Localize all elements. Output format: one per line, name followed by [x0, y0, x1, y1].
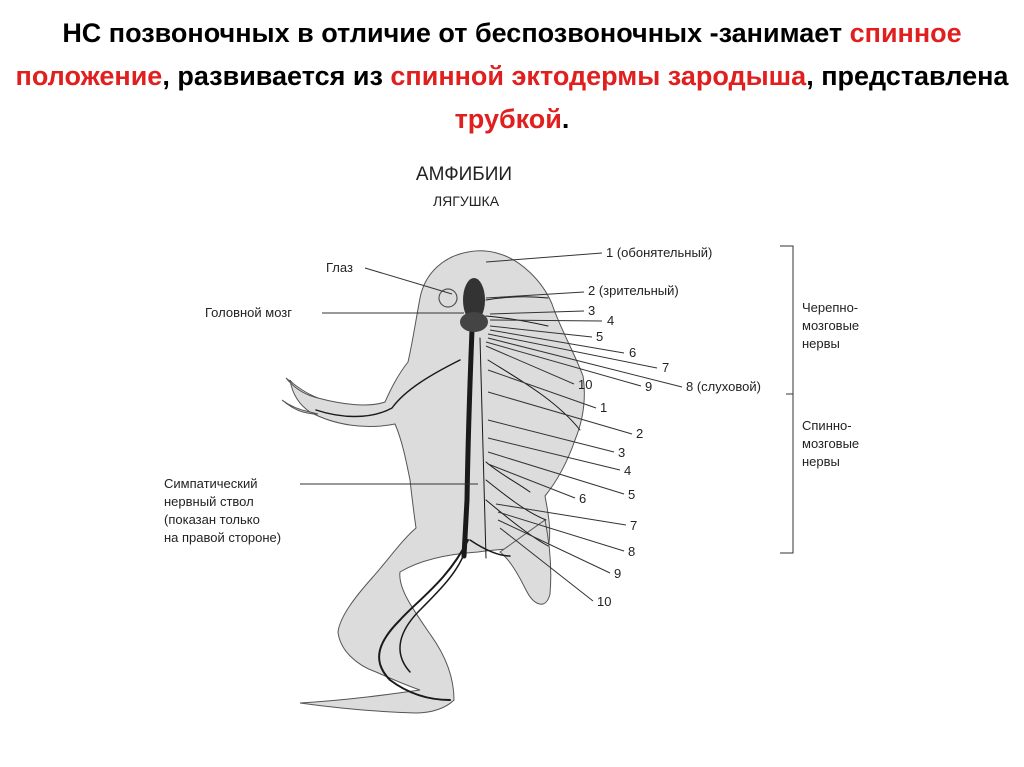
- label-brain: Головной мозг: [205, 305, 292, 320]
- label-cranial-group-1: Черепно-: [802, 300, 859, 315]
- diagram-heading: АМФИБИИ: [415, 164, 513, 185]
- label-sympathetic-1: Симпатический: [164, 476, 258, 491]
- label-spinal-9: 9: [614, 566, 622, 581]
- group-bracket: [780, 246, 793, 553]
- label-spinal-group-2: мозговые: [802, 436, 860, 451]
- label-spinal-4: 4: [624, 463, 632, 478]
- label-sympathetic-4: на правой стороне): [164, 530, 282, 545]
- title-part-2: , развивается из: [162, 61, 383, 91]
- brain-hindbrain: [460, 312, 488, 332]
- title-highlight-dorsal-position: спинное положение: [15, 18, 962, 91]
- label-sympathetic-3: (показан только: [164, 512, 260, 527]
- label-spinal-8: 8: [628, 544, 636, 559]
- label-eye: Глаз: [326, 260, 353, 275]
- label-cranial-8: 8 (слуховой): [686, 379, 761, 394]
- title-highlight-tube: трубкой: [454, 104, 562, 134]
- label-cranial-10: 10: [578, 377, 593, 392]
- diagram-subheading: ЛЯГУШКА: [432, 193, 500, 209]
- label-cranial-group-2: мозговые: [802, 318, 860, 333]
- title-part-3: , представлена: [806, 61, 1009, 91]
- label-spinal-group-1: Спинно-: [802, 418, 852, 433]
- label-spinal-7: 7: [630, 518, 638, 533]
- label-cranial-3: 3: [588, 303, 596, 318]
- label-spinal-10: 10: [597, 594, 612, 609]
- label-spinal-group-3: нервы: [802, 454, 840, 469]
- label-cranial-7: 7: [662, 360, 670, 375]
- label-spinal-1: 1: [600, 400, 608, 415]
- label-cranial-6: 6: [629, 345, 637, 360]
- label-cranial-group-3: нервы: [802, 336, 840, 351]
- title-part-4: .: [561, 104, 570, 134]
- label-spinal-2: 2: [636, 426, 644, 441]
- label-spinal-6: 6: [579, 491, 587, 506]
- label-cranial-1: 1 (обонятельный): [606, 245, 713, 260]
- title-highlight-dorsal-ectoderm: спинной эктодермы зародыша: [390, 61, 807, 91]
- label-cranial-5: 5: [596, 329, 604, 344]
- label-cranial-4: 4: [607, 313, 615, 328]
- title-part-1: НС позвоночных в отличие от беспозвоночных -занимает: [62, 18, 843, 48]
- label-spinal-5: 5: [628, 487, 636, 502]
- label-cranial-9: 9: [645, 379, 653, 394]
- label-spinal-3: 3: [618, 445, 626, 460]
- label-sympathetic-2: нервный ствол: [164, 494, 254, 509]
- label-cranial-2: 2 (зрительный): [588, 283, 679, 298]
